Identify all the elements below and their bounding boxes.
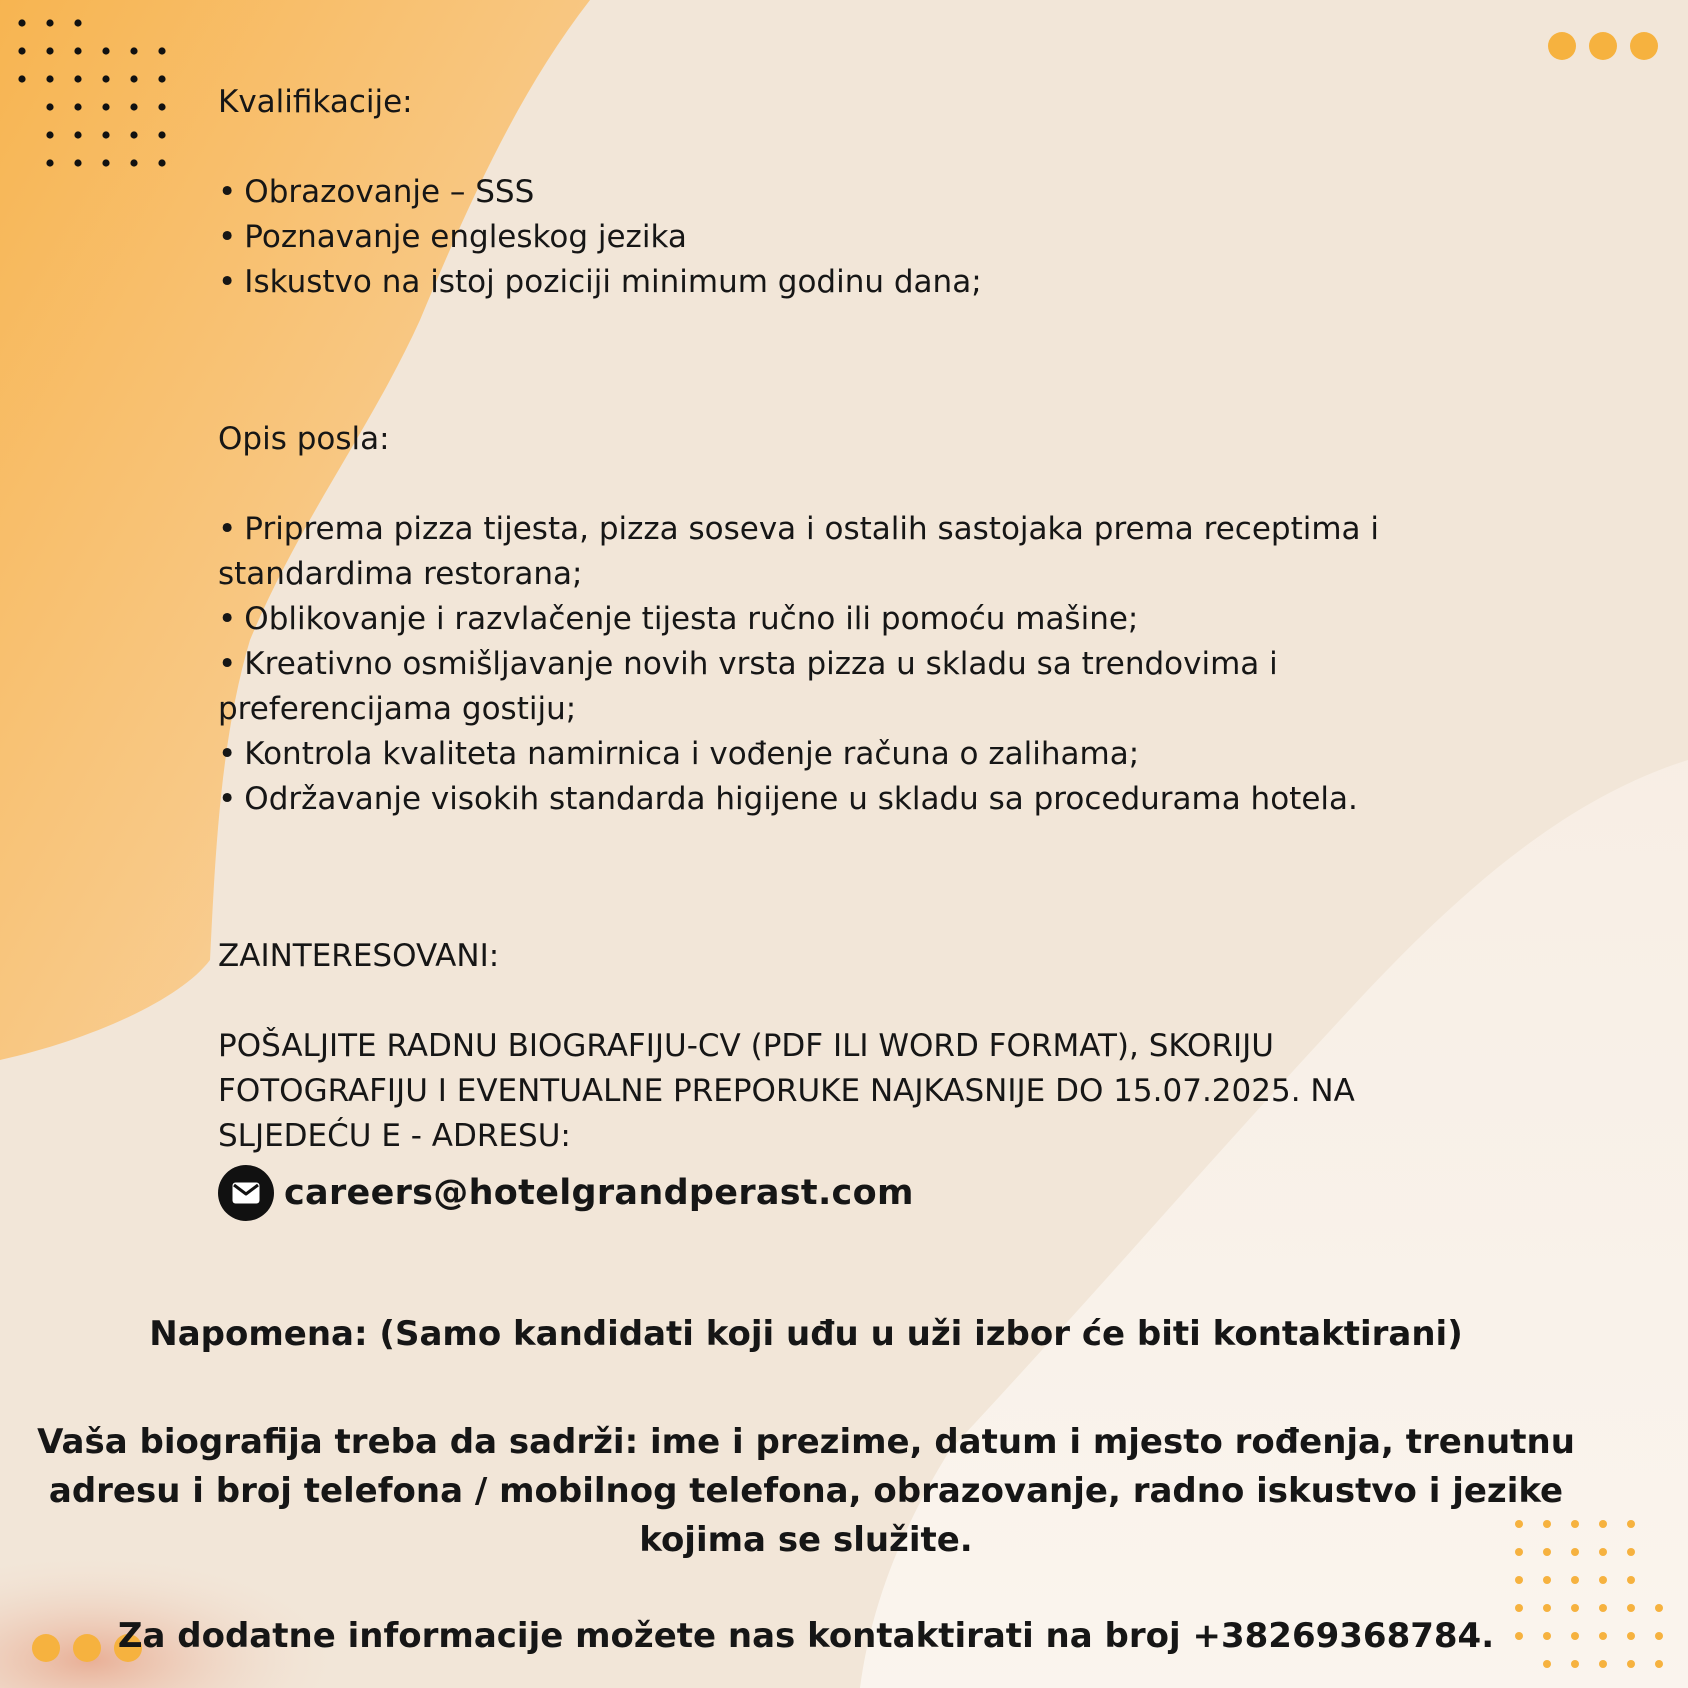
list-item: • Kontrola kvaliteta namirnica i vođenje računa o zalihama; bbox=[218, 736, 1140, 772]
qualifications-heading: Kvalifikacije: bbox=[218, 84, 413, 120]
contact-line: Za dodatne informacije možete nas kontaktirati na broj +38269368784. bbox=[117, 1616, 1495, 1656]
email-link[interactable]: careers@hotelgrandperast.com bbox=[284, 1173, 914, 1213]
email-row[interactable] bbox=[218, 1165, 1398, 1221]
list-item: • Obrazovanje – SSS bbox=[218, 174, 535, 210]
list-item: • Održavanje visokih standarda higijene u skladu sa procedurama hotela. bbox=[218, 781, 1358, 817]
three-dots-top-right bbox=[1548, 32, 1658, 60]
job-posting-body bbox=[218, 80, 1398, 1221]
note-text: Napomena: (Samo kandidati koji uđu u uži izbor će biti kontaktirani) bbox=[149, 1314, 1463, 1354]
list-item: • Oblikovanje i razvlačenje tijesta ručno ili pomoću mašine; bbox=[218, 601, 1139, 637]
list-item: • Kreativno osmišljavanje novih vrsta pizza u skladu sa trendovima i preferencijama gostiju; bbox=[218, 646, 1278, 727]
job-description-heading: Opis posla: bbox=[218, 421, 390, 457]
apply-heading: ZAINTERESOVANI: bbox=[218, 938, 500, 974]
cv-contents-text: Vaša biografija treba da sadrži: ime i prezime, datum i mjesto rođenja, trenutnu adresu i broj telefona / mobilnog telefona, obrazovanje, radno iskustvo i jezike kojima se služite. bbox=[37, 1422, 1575, 1560]
envelope-icon bbox=[218, 1165, 274, 1221]
apply-instructions: POŠALJITE RADNU BIOGRAFIJU-CV (PDF ILI WORD FORMAT), SKORIJU FOTOGRAFIJU I EVENTUALNE PREPORUKE NAJKASNIJE DO 15.07.2025. NA SLJEDEĆU E - ADRESU: bbox=[218, 1028, 1355, 1154]
list-item: • Priprema pizza tijesta, pizza soseva i ostalih sastojaka prema receptima i standardima restorana; bbox=[218, 511, 1380, 592]
list-item: • Poznavanje engleskog jezika bbox=[218, 219, 687, 255]
list-item: • Iskustvo na istoj poziciji minimum godinu dana; bbox=[218, 264, 982, 300]
qualifications-list bbox=[218, 170, 1398, 305]
job-description-list bbox=[218, 507, 1398, 822]
